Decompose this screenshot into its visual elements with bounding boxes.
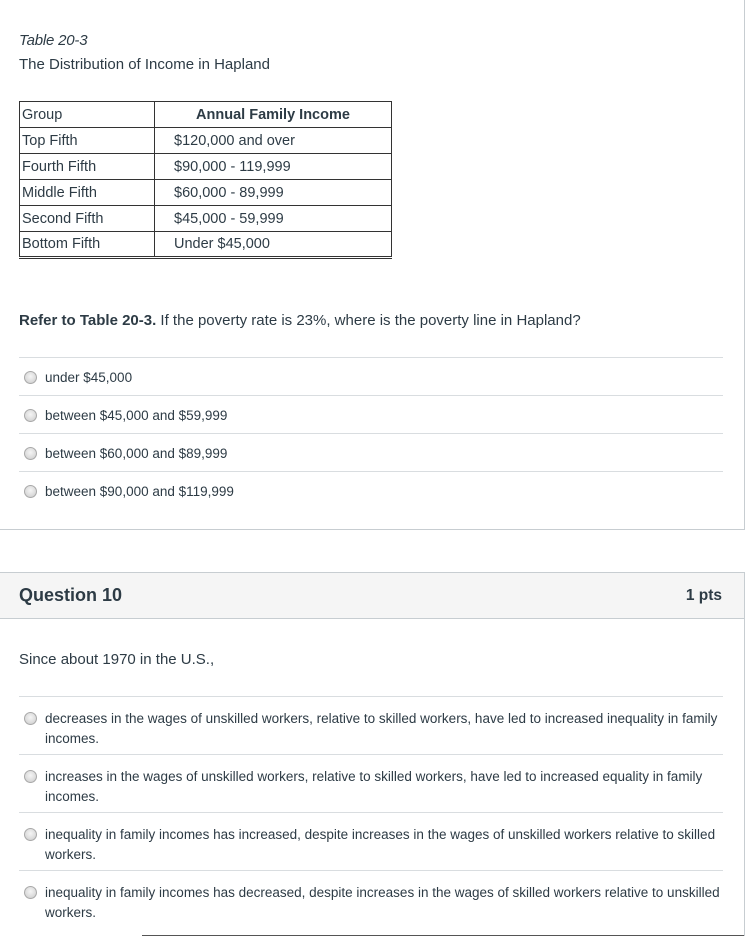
question-header	[0, 573, 744, 619]
column-header-group: Group	[20, 102, 155, 128]
radio-button[interactable]	[24, 409, 37, 422]
answer-list	[19, 696, 723, 928]
table-subtitle: The Distribution of Income in Hapland	[19, 56, 270, 73]
answer-list	[19, 357, 723, 509]
answer-label[interactable]: between $45,000 and $59,999	[45, 408, 228, 423]
radio-button[interactable]	[24, 828, 37, 841]
table-cell-income: $90,000 - 119,999	[155, 154, 392, 180]
radio-button[interactable]	[24, 770, 37, 783]
answer-option[interactable]	[19, 812, 723, 870]
answer-option[interactable]	[19, 870, 723, 928]
table-cell-group: Second Fifth	[20, 206, 155, 232]
radio-button[interactable]	[24, 712, 37, 725]
question-text	[19, 312, 581, 329]
answer-label[interactable]: decreases in the wages of unskilled workers, relative to skilled workers, have led to increased inequality in family incomes.	[45, 711, 718, 746]
table-row	[20, 180, 392, 206]
answer-label[interactable]: between $90,000 and $119,999	[45, 484, 234, 499]
answer-option[interactable]	[19, 471, 723, 509]
question-points: 1 pts	[685, 586, 722, 604]
radio-button[interactable]	[24, 886, 37, 899]
answer-option[interactable]	[19, 696, 723, 754]
table-cell-income: $45,000 - 59,999	[155, 206, 392, 232]
table-header-row	[20, 102, 392, 128]
table-cell-income: $120,000 and over	[155, 128, 392, 154]
question-reference: Refer to Table 20-3.	[19, 312, 157, 329]
table-row	[20, 128, 392, 154]
table-cell-group: Bottom Fifth	[20, 232, 155, 258]
table-row	[20, 206, 392, 232]
answer-label[interactable]: between $60,000 and $89,999	[45, 446, 228, 461]
column-header-income: Annual Family Income	[155, 102, 392, 128]
radio-button[interactable]	[24, 447, 37, 460]
question-text: Since about 1970 in the U.S.,	[19, 651, 215, 668]
radio-button[interactable]	[24, 485, 37, 498]
answer-label[interactable]: increases in the wages of unskilled workers, relative to skilled workers, have led to increased equality in family incomes.	[45, 769, 703, 804]
answer-option[interactable]	[19, 395, 723, 433]
question-name: Question 10	[19, 585, 123, 605]
answer-option[interactable]	[19, 433, 723, 471]
table-cell-group: Fourth Fifth	[20, 154, 155, 180]
table-cell-income: Under $45,000	[155, 232, 392, 258]
income-distribution-table	[19, 101, 392, 259]
radio-button[interactable]	[24, 371, 37, 384]
question-body: If the poverty rate is 23%, where is the poverty line in Hapland?	[156, 312, 581, 329]
question-10-card	[0, 572, 745, 936]
answer-option[interactable]	[19, 357, 723, 395]
table-title: Table 20-3	[19, 32, 88, 49]
table-row	[20, 154, 392, 180]
answer-label[interactable]: inequality in family incomes has decreased, despite increases in the wages of skilled workers relative to unskilled workers.	[45, 885, 720, 920]
answer-option[interactable]	[19, 754, 723, 812]
answer-label[interactable]: under $45,000	[45, 370, 133, 385]
table-row	[20, 232, 392, 258]
table-cell-income: $60,000 - 89,999	[155, 180, 392, 206]
table-cell-group: Middle Fifth	[20, 180, 155, 206]
answer-label[interactable]: inequality in family incomes has increased, despite increases in the wages of unskilled workers relative to skilled workers.	[45, 827, 716, 862]
table-cell-group: Top Fifth	[20, 128, 155, 154]
